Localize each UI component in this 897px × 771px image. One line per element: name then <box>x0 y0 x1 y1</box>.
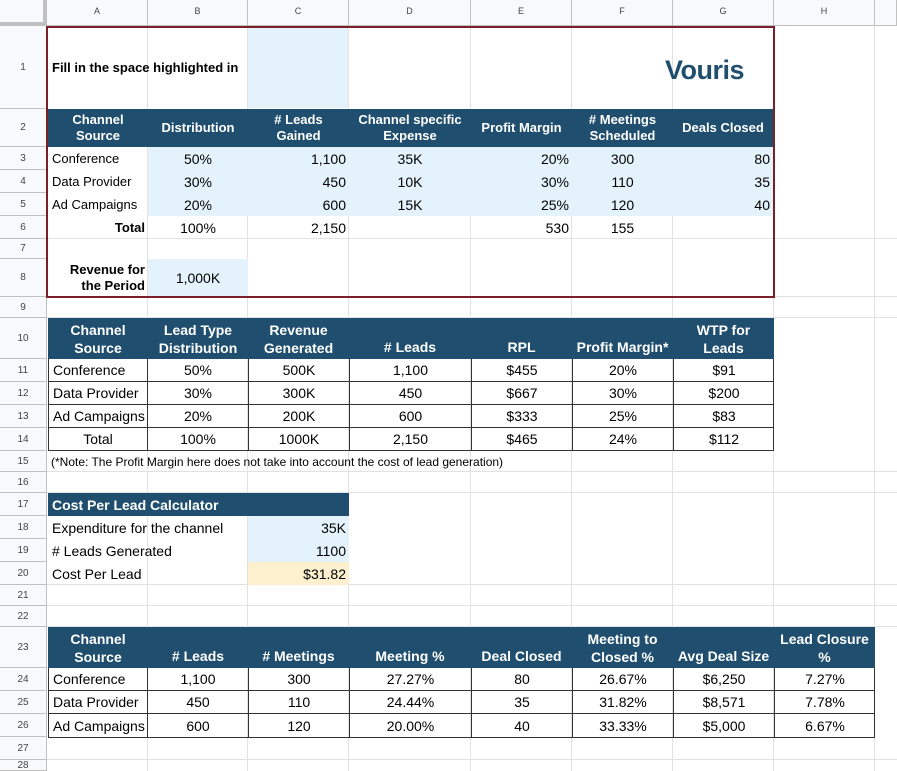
wtp-note: (*Note: The Profit Margin here does not take into account the cost of lead generation) <box>51 454 504 469</box>
closure-row-ad-campaigns-deals[interactable]: 40 <box>472 714 573 737</box>
wtp-row-conference-leads[interactable]: 1,100 <box>350 359 472 382</box>
select-all-corner[interactable] <box>0 0 47 26</box>
row-header-15[interactable]: 15 <box>0 451 47 472</box>
wtp-row-data-provider-source[interactable]: Data Provider <box>49 382 148 405</box>
input-row-ad-campaigns-meetings[interactable]: 120 <box>572 193 673 216</box>
closure-header-leads: # Leads <box>148 627 248 668</box>
wtp-row-total-distribution[interactable]: 100% <box>148 428 249 450</box>
input-header-channel-expense: Channel specific Expense <box>349 109 471 147</box>
wtp-header-rpl: RPL <box>471 318 572 359</box>
closure-row-ad-campaigns-closure[interactable]: 6.67% <box>805 717 845 734</box>
input-total-meetings[interactable]: 155 <box>610 219 635 236</box>
closure-row-ad-campaigns-source[interactable]: Ad Campaigns <box>49 714 148 737</box>
wtp-row-total-rpl[interactable]: $465 <box>472 428 573 450</box>
row-header-9[interactable]: 9 <box>0 297 47 318</box>
vouris-logo: Vouris <box>665 54 745 85</box>
row-header-13[interactable]: 13 <box>0 405 47 428</box>
input-total-leads[interactable]: 2,150 <box>310 219 346 236</box>
row-header-24[interactable]: 24 <box>0 668 47 691</box>
row-header-7[interactable]: 7 <box>0 239 47 259</box>
closure-row-conference-source[interactable]: Conference <box>49 668 148 691</box>
input-row-data-provider-distribution[interactable]: 30% <box>148 170 248 193</box>
row-header-5[interactable]: 5 <box>0 193 47 216</box>
row-header-4[interactable]: 4 <box>0 170 47 193</box>
row-header-6[interactable]: 6 <box>0 216 47 239</box>
closure-row-conference-leads[interactable]: 1,100 <box>148 668 249 691</box>
input-header-deals-closed: Deals Closed <box>673 109 773 147</box>
column-header-c[interactable]: C <box>248 0 349 26</box>
input-row-conference-leads[interactable]: 1,100 <box>248 147 349 170</box>
wtp-header-profit-margin: Profit Margin* <box>572 318 673 359</box>
wtp-row-conference-rpl[interactable]: $455 <box>472 359 573 382</box>
row-header-21[interactable]: 21 <box>0 585 47 606</box>
closure-row-ad-campaigns-meetings[interactable]: 120 <box>249 714 350 737</box>
row-header-16[interactable]: 16 <box>0 472 47 493</box>
closure-row-data-provider-avg-deal[interactable]: $8,571 <box>674 691 775 714</box>
column-header-d[interactable]: D <box>349 0 471 26</box>
input-row-ad-campaigns-distribution[interactable]: 20% <box>148 193 248 216</box>
cpl-result-value[interactable]: $31.82 <box>248 562 349 585</box>
input-header-channel-source: Channel Source <box>48 109 148 147</box>
column-header-b[interactable]: B <box>148 0 248 26</box>
wtp-row-ad-campaigns-leads[interactable]: 600 <box>350 405 472 428</box>
revenue-period-value[interactable]: 1,000K <box>148 259 248 297</box>
column-header-h[interactable]: H <box>774 0 875 26</box>
row-header-10[interactable]: 10 <box>0 318 47 359</box>
input-row-data-provider-source[interactable]: Data Provider <box>52 174 132 189</box>
input-total-label[interactable]: Total <box>114 220 145 235</box>
input-box-border <box>46 26 775 298</box>
closure-header-avg-deal: Avg Deal Size <box>673 627 774 668</box>
closure-row-conference-avg-deal[interactable]: $6,250 <box>674 668 775 691</box>
input-row-conference-margin[interactable]: 20% <box>471 147 572 170</box>
row-header-23[interactable]: 23 <box>0 627 47 668</box>
wtp-row-ad-campaigns-wtp[interactable]: $83 <box>674 405 774 428</box>
wtp-row-ad-campaigns-source[interactable]: Ad Campaigns <box>49 405 148 428</box>
closure-header-deal-closed: Deal Closed <box>471 627 572 668</box>
closure-header-meeting-pct: Meeting % <box>349 627 471 668</box>
wtp-row-total-wtp[interactable]: $112 <box>708 431 740 447</box>
closure-table-body <box>48 668 875 738</box>
row-header-22[interactable]: 22 <box>0 606 47 627</box>
wtp-row-ad-campaigns-distribution[interactable]: 20% <box>148 405 249 428</box>
wtp-header-leads: # Leads <box>349 318 471 359</box>
column-header-f[interactable]: F <box>572 0 673 26</box>
row-header-11[interactable]: 11 <box>0 359 47 382</box>
input-total-margin[interactable]: 530 <box>545 219 569 236</box>
column-header-extra[interactable] <box>875 0 897 26</box>
wtp-row-data-provider-margin[interactable]: 30% <box>573 382 674 405</box>
input-row-data-provider-meetings[interactable]: 110 <box>572 170 673 193</box>
closure-row-data-provider-leads[interactable]: 450 <box>148 691 249 714</box>
closure-row-conference-meetings[interactable]: 300 <box>249 668 350 691</box>
revenue-period-label: Revenue for the Period <box>69 262 145 293</box>
wtp-row-conference-wtp[interactable]: $91 <box>674 359 774 382</box>
input-total-distribution[interactable]: 100% <box>180 219 216 236</box>
closure-header-lead-closure: Lead Closure % <box>774 627 875 668</box>
gridline <box>47 759 897 760</box>
wtp-row-ad-campaigns-rpl[interactable]: $333 <box>472 405 573 428</box>
closure-row-data-provider-deals[interactable]: 35 <box>472 691 573 714</box>
closure-row-data-provider-source[interactable]: Data Provider <box>49 691 148 714</box>
wtp-header-channel-source: Channel Source <box>48 318 148 359</box>
input-header-profit-margin: Profit Margin <box>471 109 572 147</box>
closure-header-meeting-to-closed: Meeting to Closed % <box>572 627 673 668</box>
row-header-3[interactable]: 3 <box>0 147 47 170</box>
column-header-a[interactable]: A <box>47 0 148 26</box>
wtp-table-body <box>48 359 774 451</box>
wtp-row-conference-revenue[interactable]: 500K <box>249 359 350 382</box>
closure-row-ad-campaigns-avg-deal[interactable]: $5,000 <box>674 714 775 737</box>
closure-row-conference-deals[interactable]: 80 <box>472 668 573 691</box>
closure-header-channel-source: Channel Source <box>48 627 148 668</box>
row-header-18[interactable]: 18 <box>0 516 47 539</box>
cpl-expenditure-value[interactable]: 35K <box>248 516 349 539</box>
input-row-ad-campaigns-source[interactable]: Ad Campaigns <box>52 197 138 212</box>
closure-row-ad-campaigns-meeting-pct[interactable]: 20.00% <box>350 714 472 737</box>
input-row-conference-expense[interactable]: 35K <box>349 147 471 170</box>
row-header-26[interactable]: 26 <box>0 714 47 737</box>
row-header-20[interactable]: 20 <box>0 562 47 585</box>
input-header-distribution: Distribution <box>148 109 248 147</box>
row-header-12[interactable]: 12 <box>0 382 47 405</box>
input-header-meetings-scheduled: # Meetings Scheduled <box>572 109 673 147</box>
wtp-row-data-provider-revenue[interactable]: 300K <box>249 382 350 405</box>
input-row-ad-campaigns-margin[interactable]: 25% <box>471 193 572 216</box>
input-row-conference-source[interactable]: Conference <box>52 151 120 166</box>
row-header-8[interactable]: 8 <box>0 259 47 297</box>
cpl-title: Cost Per Lead Calculator <box>48 493 349 516</box>
closure-row-data-provider-meeting-pct[interactable]: 24.44% <box>350 691 472 714</box>
input-row-ad-campaigns-expense[interactable]: 15K <box>349 193 471 216</box>
input-row-conference-deals[interactable]: 80 <box>673 147 773 170</box>
wtp-row-data-provider-distribution[interactable]: 30% <box>148 382 249 405</box>
cpl-leads-value[interactable]: 1100 <box>248 539 349 562</box>
closure-row-conference-m2c[interactable]: 26.67% <box>573 668 674 691</box>
input-row-ad-campaigns-leads[interactable]: 600 <box>248 193 349 216</box>
input-row-ad-campaigns-deals[interactable]: 40 <box>673 193 773 216</box>
closure-row-data-provider-closure[interactable]: 7.78% <box>775 691 875 714</box>
input-row-data-provider-expense[interactable]: 10K <box>349 170 471 193</box>
wtp-row-data-provider-wtp[interactable]: $200 <box>674 382 774 405</box>
row-header-19[interactable]: 19 <box>0 539 47 562</box>
column-header-e[interactable]: E <box>471 0 572 26</box>
wtp-row-total-leads[interactable]: 2,150 <box>350 428 472 450</box>
cpl-expenditure-label: Expenditure for the channel <box>52 519 224 536</box>
wtp-header-wtp: WTP for Leads <box>673 318 774 359</box>
wtp-row-data-provider-rpl[interactable]: $667 <box>472 382 573 405</box>
instruction-text: Fill in the space highlighted in <box>52 60 239 75</box>
wtp-header-revenue: Revenue Generated <box>248 318 349 359</box>
cpl-leads-label: # Leads Generated <box>52 542 172 559</box>
wtp-row-total-label[interactable]: Total <box>49 428 148 450</box>
row-header-1[interactable]: 1 <box>0 26 47 109</box>
closure-row-ad-campaigns-leads[interactable]: 600 <box>148 714 249 737</box>
row-header-28[interactable]: 28 <box>0 760 47 771</box>
input-row-data-provider-deals[interactable]: 35 <box>673 170 773 193</box>
wtp-row-conference-source[interactable]: Conference <box>49 359 148 382</box>
wtp-row-ad-campaigns-margin[interactable]: 25% <box>573 405 674 428</box>
row-header-17[interactable]: 17 <box>0 493 47 516</box>
cpl-result-label: Cost Per Lead <box>52 565 142 582</box>
row-header-2[interactable]: 2 <box>0 109 47 147</box>
input-row-data-provider-leads[interactable]: 450 <box>248 170 349 193</box>
input-row-conference-meetings[interactable]: 300 <box>572 147 673 170</box>
wtp-row-data-provider-leads[interactable]: 450 <box>350 382 472 405</box>
input-row-data-provider-margin[interactable]: 30% <box>471 170 572 193</box>
wtp-row-total-margin[interactable]: 24% <box>573 428 674 450</box>
wtp-row-conference-distribution[interactable]: 50% <box>148 359 249 382</box>
closure-row-conference-closure[interactable]: 7.27% <box>775 668 875 691</box>
closure-header-meetings: # Meetings <box>248 627 349 668</box>
input-header-leads-gained: # Leads Gained <box>248 109 349 147</box>
closure-row-data-provider-m2c[interactable]: 31.82% <box>573 691 674 714</box>
closure-row-data-provider-meetings[interactable]: 110 <box>249 691 350 714</box>
wtp-header-lead-type: Lead Type Distribution <box>148 318 248 359</box>
gridline <box>47 605 897 606</box>
input-row-conference-distribution[interactable]: 50% <box>148 147 248 170</box>
row-header-25[interactable]: 25 <box>0 691 47 714</box>
closure-row-ad-campaigns-m2c[interactable]: 33.33% <box>573 714 674 737</box>
row-header-14[interactable]: 14 <box>0 428 47 451</box>
closure-row-conference-meeting-pct[interactable]: 27.27% <box>350 668 472 691</box>
wtp-row-conference-margin[interactable]: 20% <box>573 359 674 382</box>
row-header-27[interactable]: 27 <box>0 737 47 760</box>
column-header-g[interactable]: G <box>673 0 774 26</box>
wtp-row-ad-campaigns-revenue[interactable]: 200K <box>249 405 350 428</box>
wtp-row-total-revenue[interactable]: 1000K <box>249 428 350 450</box>
